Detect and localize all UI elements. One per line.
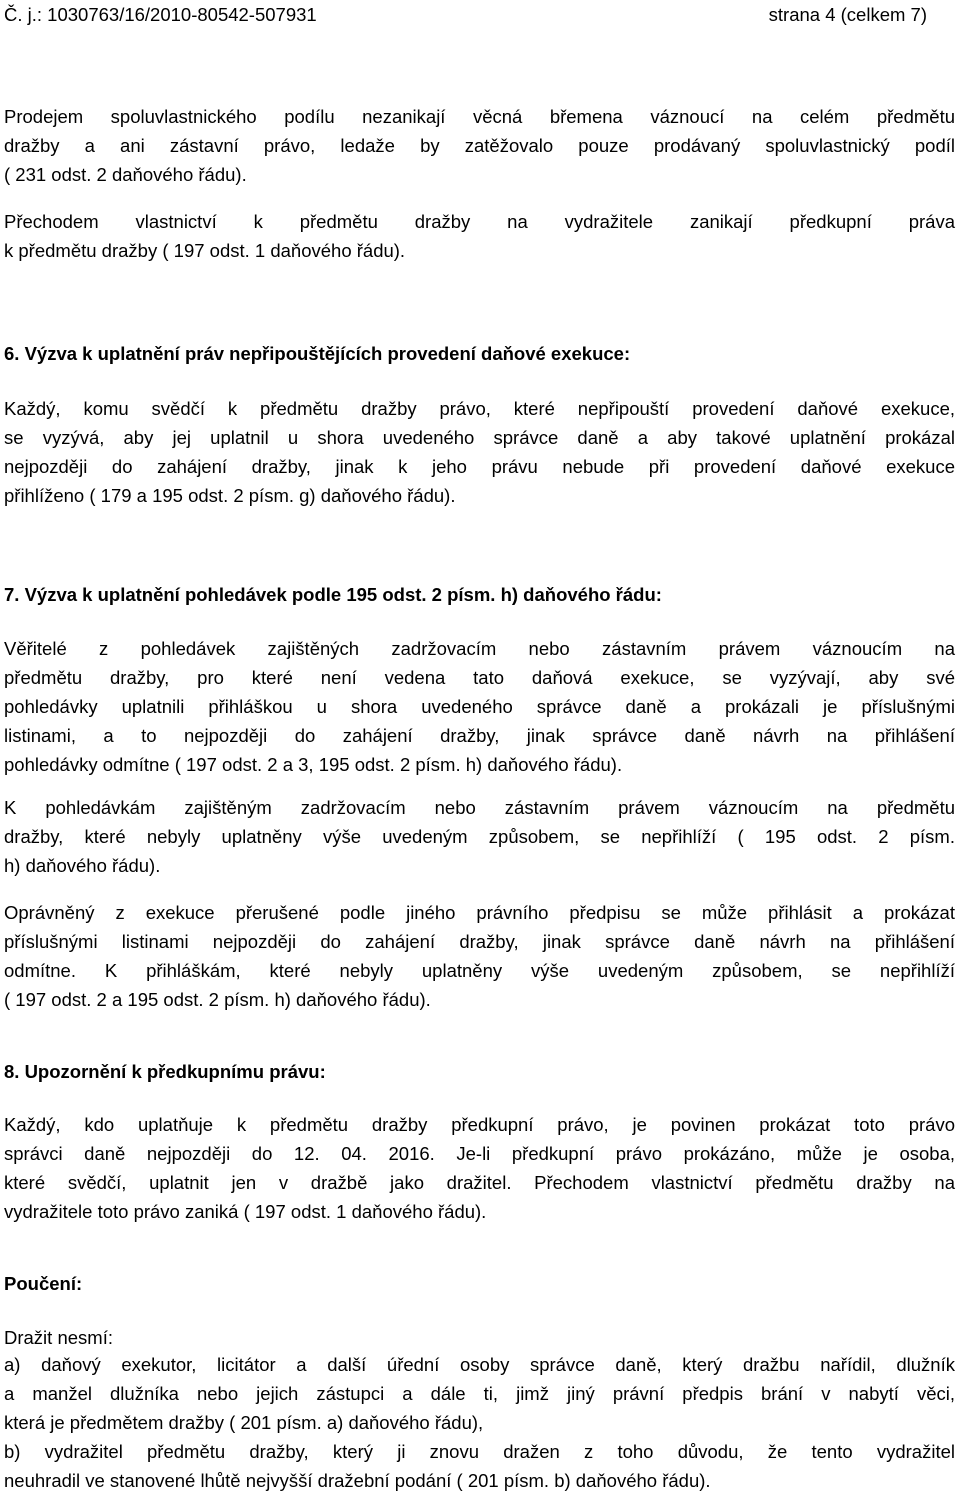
text-line: ( 231 odst. 2 daňového řádu). [4, 164, 247, 185]
paragraph-co-ownership [4, 102, 955, 189]
text-line: Každý, kdo uplatňuje k předmětu dražby předkupní právo, je povinen prokázat toto právo [4, 1114, 955, 1135]
bidding-prohibition-label: Dražit nesmí: [4, 1327, 113, 1348]
text-line: Přechodem vlastnictví k předmětu dražby na vydražitele zanikají předkupní práva [4, 211, 955, 232]
text-line: vydražitele toto právo zaniká ( 197 odst. 1 daňového řádu). [4, 1201, 487, 1222]
text-line: dražby a ani zástavní právo, ledaže by zatěžovalo pouze prodávaný spoluvlastnický podíl [4, 135, 955, 156]
paragraph-creditors [4, 634, 955, 779]
text-line: b) vydražitel předmětu dražby, který ji znovu dražen z toho důvodu, že tento vydražitel [4, 1441, 955, 1462]
text-line: odmítne. K přihláškám, které nebyly uplatněny výše uvedeným způsobem, se nepřihlíží [4, 960, 955, 981]
text-line: příslušnými listinami nejpozději do zahájení dražby, jinak správce daně návrh na přihlášení [4, 931, 955, 952]
text-line: listinami, a to nejpozději do zahájení dražby, jinak správce daně návrh na přihlášení [4, 725, 955, 746]
page-counter: strana 4 (celkem 7) [768, 4, 927, 25]
paragraph-rights-claim [4, 394, 955, 510]
section-heading-8: 8. Upozornění k předkupnímu právu: [4, 1061, 326, 1082]
page-header [4, 3, 955, 27]
text-line: přihlíženo ( 179 a 195 odst. 2 písm. g) daňového řádu). [4, 485, 456, 506]
text-line: neuhradil ve stanovené lhůtě nejvyšší dražební podání ( 201 písm. b) daňového řádu). [4, 1470, 711, 1491]
instruction-heading: Poučení: [4, 1273, 83, 1294]
text-line: K pohledávkám zajištěným zadržovacím nebo zástavním právem váznoucím na předmětu [4, 797, 955, 818]
text-line: a manžel dlužníka nebo jejich zástupci a dále ti, jimž jiný právní předpis brání v nabytí věci, [4, 1383, 955, 1404]
text-line: nejpozději do zahájení dražby, jinak k jeho právu nebude při provedení daňové exekuce [4, 456, 955, 477]
text-line: Oprávněný z exekuce přerušené podle jiného právního předpisu se může přihlásit a prokázat [4, 902, 955, 923]
text-line: se vyzývá, aby jej uplatnil u shora uvedeného správce daně a aby takové uplatnění prokázal [4, 427, 955, 448]
text-line: ( 197 odst. 2 a 195 odst. 2 písm. h) daňového řádu). [4, 989, 431, 1010]
text-line: která je předmětem dražby ( 201 písm. a) daňového řádu), [4, 1412, 484, 1433]
section-heading-7: 7. Výzva k uplatnění pohledávek podle 195 odst. 2 písm. h) daňového řádu: [4, 584, 662, 605]
text-line: předmětu dražby, pro které není vedena tato daňová exekuce, se vyzývají, aby své [4, 667, 955, 688]
text-line: h) daňového řádu). [4, 855, 161, 876]
text-line: pohledávky odmítne ( 197 odst. 2 a 3, 195 odst. 2 písm. h) daňového řádu). [4, 754, 623, 775]
text-line: Každý, komu svědčí k předmětu dražby právo, které nepřipouští provedení daňové exekuce, [4, 398, 955, 419]
text-line: a) daňový exekutor, licitátor a další úřední osoby správce daně, který dražbu nařídil, dlužník [4, 1354, 955, 1375]
text-line: k předmětu dražby ( 197 odst. 1 daňového řádu). [4, 240, 406, 261]
paragraph-preemption-extinction [4, 207, 955, 265]
paragraph-entitled-party [4, 898, 955, 1014]
text-line: dražby, které nebyly uplatněny výše uvedeným způsobem, se nepřihlíží ( 195 odst. 2 písm. [4, 826, 955, 847]
text-line: správci daně nejpozději do 12. 04. 2016. Je-li předkupní právo prokázáno, může je osoba, [4, 1143, 955, 1164]
paragraph-prohibited-bidders [4, 1350, 955, 1495]
section-heading-6: 6. Výzva k uplatnění práv nepřipouštějících provedení daňové exekuce: [4, 343, 631, 364]
text-line: pohledávky uplatnili přihláškou u shora uvedeného správce daně a prokázali je příslušnými [4, 696, 955, 717]
paragraph-secured-claims [4, 793, 955, 880]
reference-number: Č. j.: 1030763/16/2010-80542-507931 [4, 4, 317, 25]
text-line: Věřitelé z pohledávek zajištěných zadržovacím nebo zástavním právem váznoucím na [4, 638, 955, 659]
text-line: Prodejem spoluvlastnického podílu nezanikají věcná břemena váznoucí na celém předmětu [4, 106, 955, 127]
text-line: které svědčí, uplatnit jen v dražbě jako dražitel. Přechodem vlastnictví předmětu dražby na [4, 1172, 955, 1193]
paragraph-preemption-right [4, 1110, 955, 1226]
